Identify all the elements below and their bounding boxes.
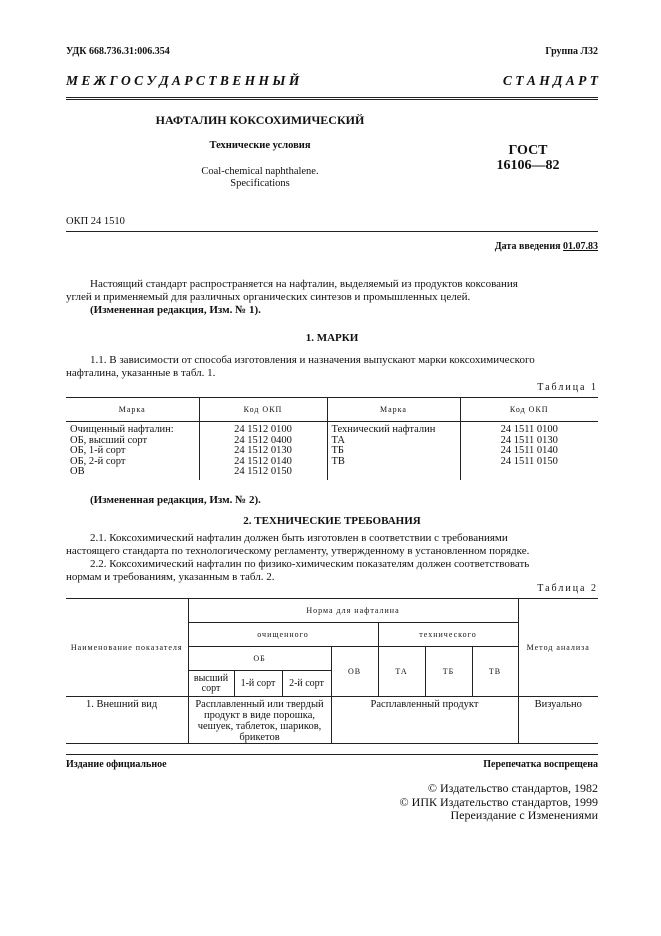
table2-row1-purified: Расплавленный или твердый продукт в виде порошка, чешуек, таблеток, шариков, брикетов — [188, 697, 331, 744]
table-row — [66, 422, 598, 436]
table2-row1-technical: Расплавленный продукт — [331, 697, 518, 744]
table2-header-tb: ТБ — [425, 647, 472, 697]
banner-rule-top — [66, 97, 598, 98]
section2-p1-line2: настоящего стандарта по технологическому регламенту, утвержденному в установленном порядке. — [66, 545, 530, 557]
table1-cell: ОБ, 1-й сорт — [70, 445, 126, 456]
table1-cell: Очищенный нафталин: — [70, 424, 174, 435]
table2-header-technical: технического — [378, 623, 518, 647]
section2-p2-line1: 2.2. Коксохимический нафталин по физико-химическим показателям должен соответствовать — [90, 558, 530, 570]
table2-header-ta: ТА — [378, 647, 425, 697]
copyright-1999: © ИПК Издательство стандартов, 1999 — [399, 795, 598, 809]
reissue-note: Переиздание с Изменениями — [450, 808, 598, 822]
table2-header-top-grade: высший сорт — [188, 671, 234, 697]
table1-cell: 24 1511 0140 — [460, 446, 598, 457]
table1-cell: 24 1512 0100 — [199, 422, 327, 436]
table1-cell: 24 1512 0150 — [199, 467, 327, 480]
table1-label: Таблица 1 — [537, 382, 598, 393]
table1-header-mark-2: Марка — [327, 398, 460, 422]
table1-header-okp: Код ОКП — [199, 398, 327, 422]
banner-word-2: С Т А Н Д А Р Т — [502, 73, 598, 88]
table1-cell: 24 1511 0130 — [460, 436, 598, 447]
introduction-date — [495, 241, 598, 252]
table2-header-second-grade: 2-й сорт — [282, 671, 331, 697]
banner-word-1: М Е Ж Г О С У Д А Р С Т В Е Н Н Ы Й — [66, 73, 300, 88]
banner-rule-bottom — [66, 99, 598, 100]
section1-p1-line2: нафталина, указанные в табл. 1. — [66, 367, 216, 379]
table2-label: Таблица 2 — [537, 583, 598, 594]
table2-header-ob: ОБ — [188, 647, 331, 671]
table1-marks — [66, 397, 598, 480]
interstate-standard-banner — [66, 73, 598, 89]
table1-cell: 24 1512 0140 — [199, 457, 327, 468]
group-code: Группа Л32 — [545, 46, 598, 57]
table2-header-method: Метод анализа — [518, 599, 598, 697]
edit-note-1: (Измененная редакция, Изм. № 1). — [90, 304, 261, 316]
section1-p1-line1: 1.1. В зависимости от способа изготовления и назначения выпускают марки коксохимического — [90, 354, 535, 366]
table2-header-name: Наименование показателя — [66, 599, 188, 697]
gost-label: ГОСТ — [508, 143, 548, 158]
table2-header-first-grade: 1-й сорт — [234, 671, 282, 697]
english-title-line1: Coal-chemical naphthalene. — [201, 166, 319, 177]
section2-p1-line1: 2.1. Коксохимический нафталин должен быть изготовлен в соответствии с требованиями — [90, 532, 508, 544]
table2-requirements — [66, 598, 598, 744]
table2-header-ov: ОВ — [331, 647, 378, 697]
reprint-prohibited: Перепечатка воспрещена — [483, 759, 598, 770]
table1-cell: ТБ — [327, 446, 460, 457]
table1-cell: 24 1511 0150 — [460, 457, 598, 468]
table2-row1-name: 1. Внешний вид — [66, 697, 188, 744]
table2-header-purified: очищенного — [188, 623, 378, 647]
table1-cell: ТВ — [327, 457, 460, 468]
table1-cell: 24 1511 0100 — [460, 422, 598, 436]
table1-cell — [460, 467, 598, 480]
copyright-1982: © Издательство стандартов, 1982 — [427, 781, 598, 795]
table1-cell — [327, 467, 460, 480]
table1-header-mark: Марка — [66, 398, 199, 422]
document-subtitle: Технические условия — [209, 140, 311, 151]
table1-cell: 24 1512 0130 — [199, 446, 327, 457]
table-row — [66, 467, 598, 480]
table-row — [66, 697, 598, 744]
table1-cell: Технический нафталин — [327, 422, 460, 436]
gost-number: 16106—82 — [496, 158, 560, 173]
table-row — [66, 457, 598, 468]
table1-cell: ОБ, высший сорт — [70, 434, 148, 446]
english-title-line2: Specifications — [230, 178, 290, 189]
introduction-date-label: Дата введения — [494, 241, 561, 252]
section2-heading: 2. ТЕХНИЧЕСКИЕ ТРЕБОВАНИЯ — [243, 515, 421, 527]
udk-code: УДК 668.736.31:006.354 — [66, 46, 170, 57]
official-edition: Издание официальное — [66, 759, 167, 770]
edit-note-2: (Измененная редакция, Изм. № 2). — [90, 494, 261, 506]
introduction-date-value: 01.07.83 — [563, 241, 598, 252]
table-row — [66, 446, 598, 457]
table1-cell: 24 1512 0400 — [199, 436, 327, 447]
footer-rule — [66, 754, 598, 755]
document-title: НАФТАЛИН КОКСОХИМИЧЕСКИЙ — [155, 113, 365, 127]
table2-header-tv: ТВ — [472, 647, 518, 697]
intro-line-2: углей и применяемый для различных органических синтезов и промышленных целей. — [66, 291, 471, 303]
table2-row1-method: Визуально — [518, 697, 598, 744]
section2-p2-line2: нормам и требованиям, указанным в табл. 2. — [66, 571, 275, 583]
table1-cell: ТА — [327, 436, 460, 447]
table2-header-norm: Норма для нафталина — [188, 599, 518, 623]
section1-heading: 1. МАРКИ — [305, 332, 359, 344]
table1-cell: ОБ, 2-й сорт — [70, 455, 126, 467]
table1-header-okp-2: Код ОКП — [460, 398, 598, 422]
okp-rule — [66, 231, 598, 232]
okp-code: ОКП 24 1510 — [66, 216, 125, 227]
table1-cell: ОВ — [70, 466, 85, 477]
intro-line-1: Настоящий стандарт распространяется на нафталин, выделяемый из продуктов коксования — [90, 278, 518, 290]
